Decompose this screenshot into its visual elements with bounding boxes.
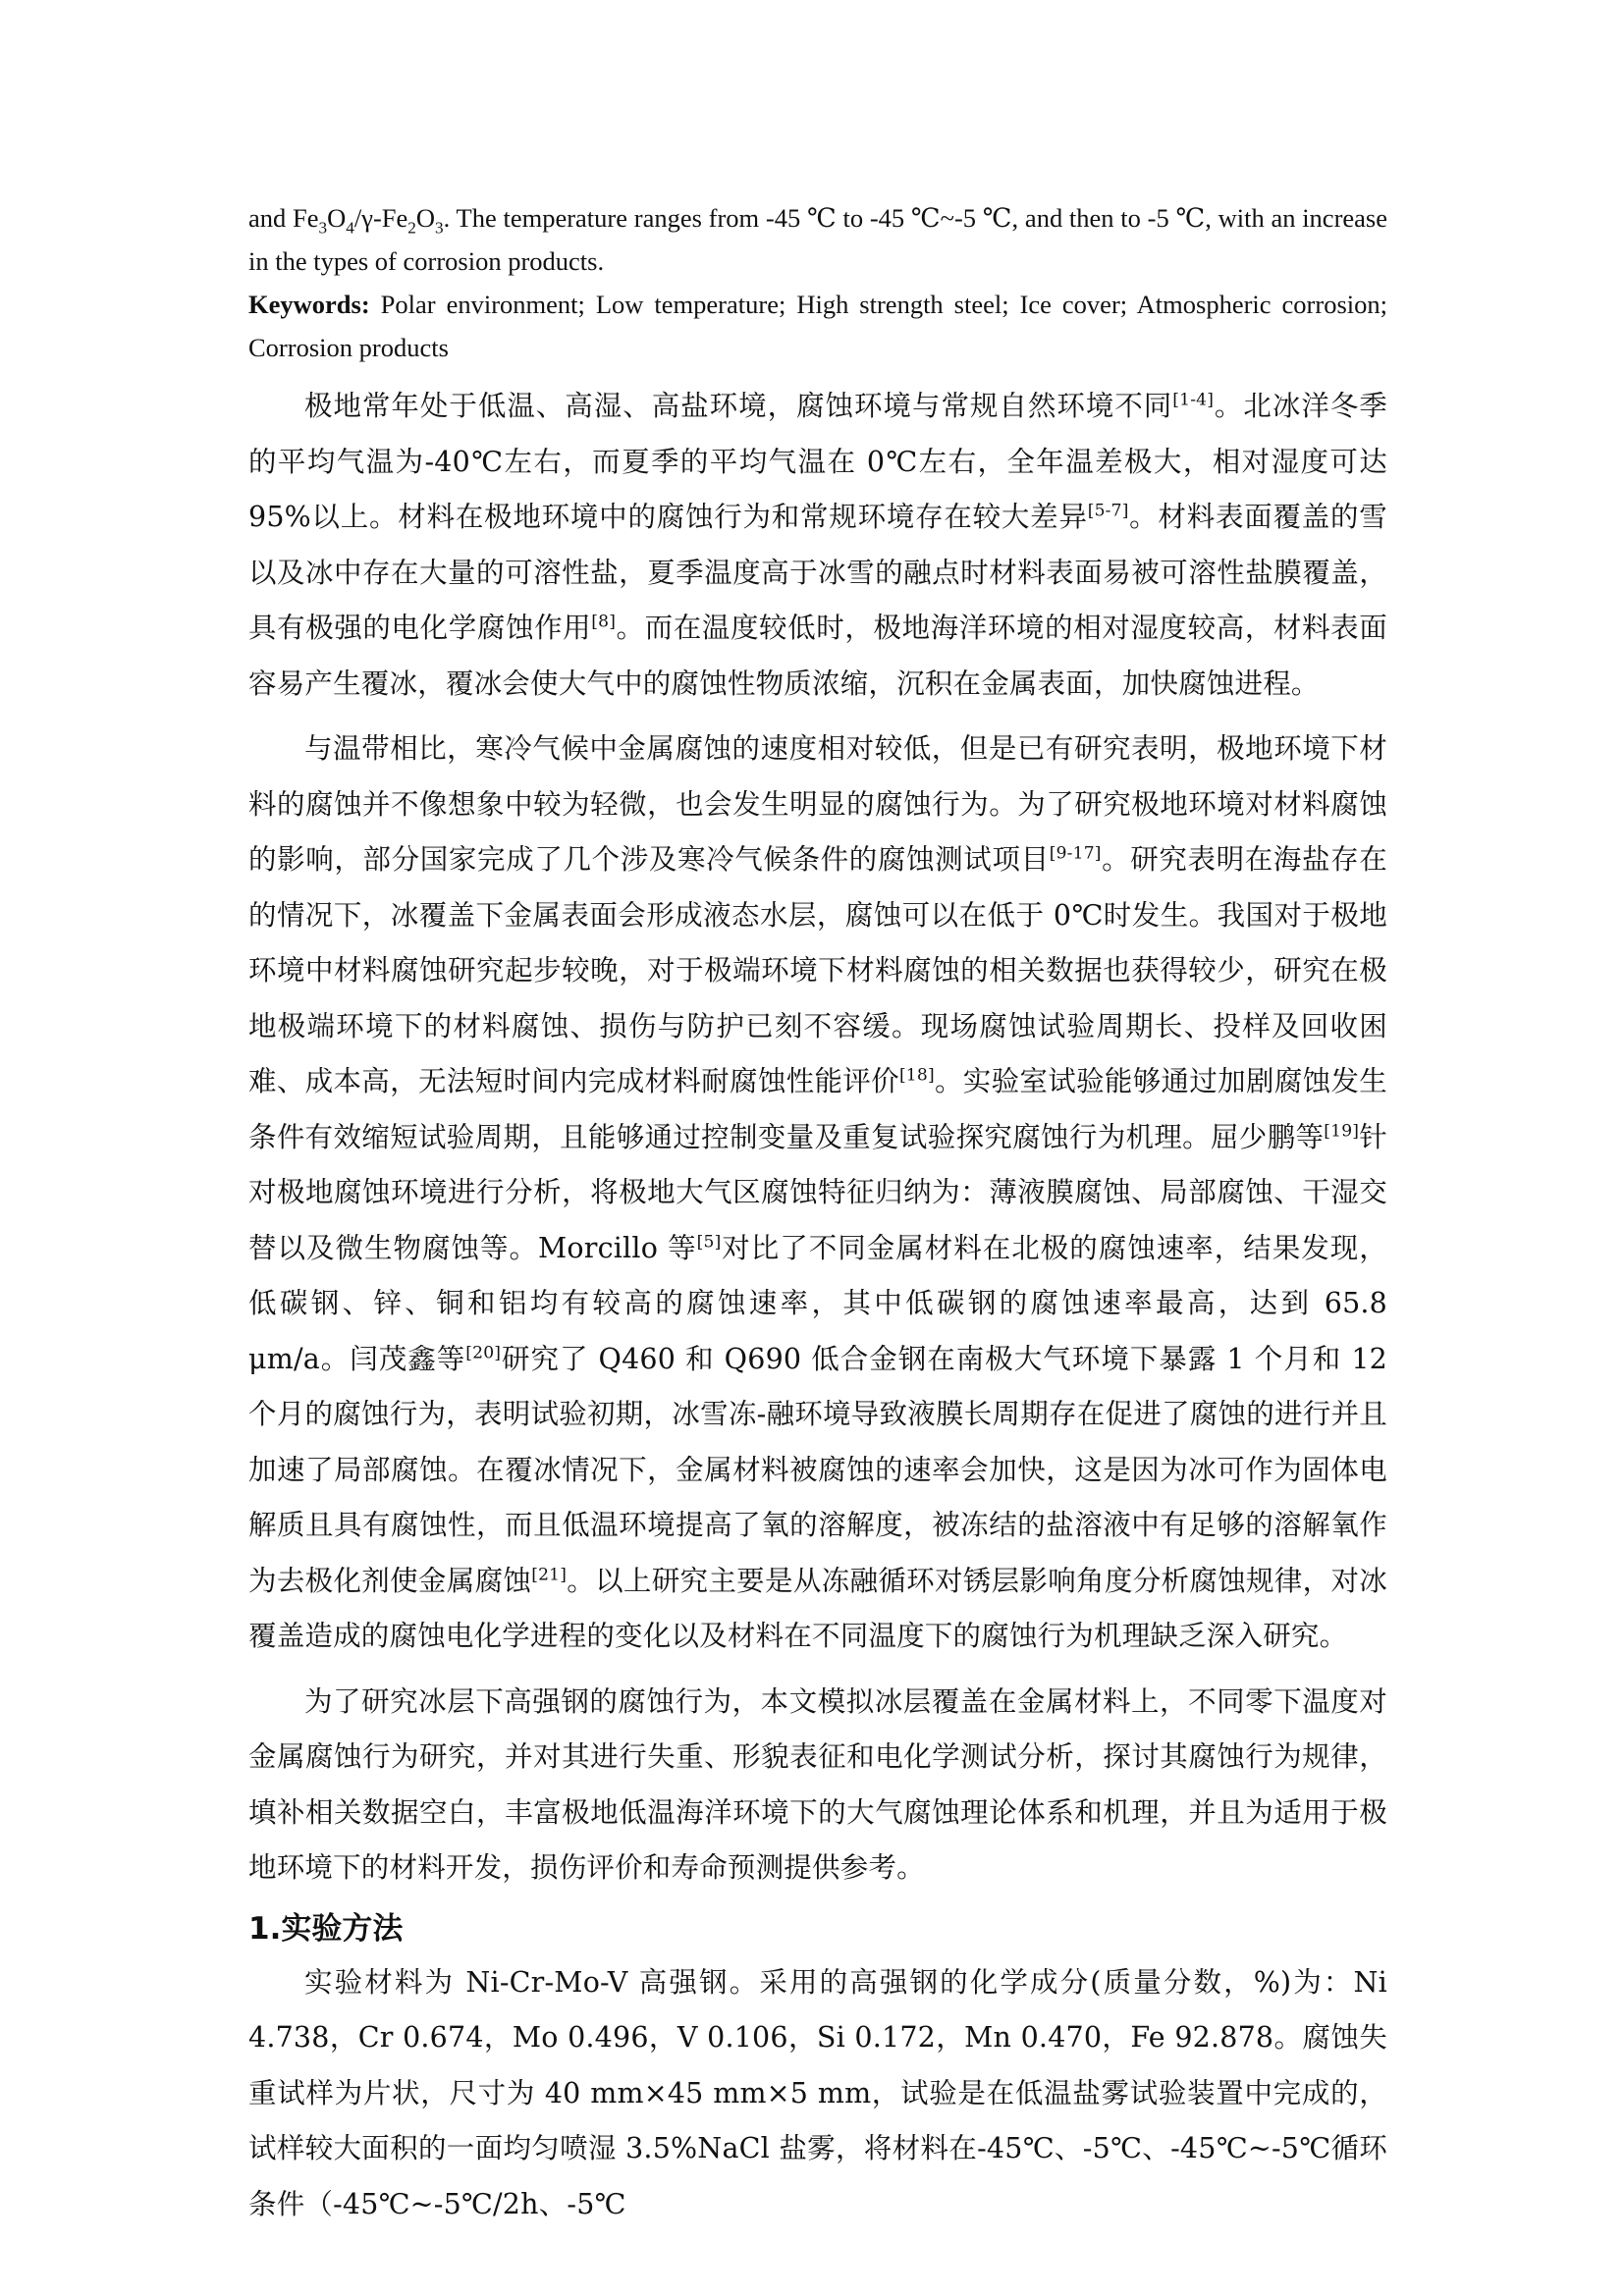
citation: [1-4] xyxy=(1172,390,1215,410)
paper-page xyxy=(248,196,1387,2232)
abstract-text: /γ-Fe xyxy=(353,203,408,233)
paragraph-text: 极地常年处于低温、高湿、高盐环境，腐蚀环境与常规自然环境不同 xyxy=(304,390,1173,422)
body-paragraph-2 xyxy=(248,721,1387,1665)
paragraph-text: 。以上研究主要是从冻融循环对锈层影响角度分析腐蚀规律，对冰覆盖造成的腐蚀电化学进程的变化以及材料在不同温度下的腐蚀行为机理缺乏深入研究。 xyxy=(248,1564,1387,1652)
paragraph-text: 研究了 Q460 和 Q690 低合金钢在南极大气环境下暴露 1 个月和 12 个月的腐蚀行为，表明试验初期，冰雪冻-融环境导致液膜长周期存在促进了腐蚀的进行并且加速了局部腐蚀。在覆冰情况下，金属材料被腐蚀的速率会加快，这是因为冰可作为固体电解质且具有腐蚀性，而且低温环境提高了氧的溶解度，被冻结的盐溶液中有足够的溶解氧作为去极化剂使金属腐蚀 xyxy=(248,1342,1387,1597)
subscript: 3 xyxy=(318,218,328,238)
keywords-label: Keywords: xyxy=(248,290,370,319)
body-paragraph-1 xyxy=(248,379,1387,712)
subscript: 3 xyxy=(435,218,444,238)
paragraph-text: 。而在温度较低时，极地海洋环境的相对湿度较高，材料表面容易产生覆冰，覆冰会使大气中的腐蚀性物质浓缩，沉积在金属表面，加快腐蚀进程。 xyxy=(248,612,1387,700)
abstract-text: O xyxy=(415,203,436,233)
section-heading-methods: 1.实验方法 xyxy=(248,1910,404,1947)
keywords xyxy=(248,283,1387,369)
paragraph-text: 。实验室试验能够通过加剧腐蚀发生条件有效缩短试验周期，且能够通过控制变量及重复试验探究腐蚀行为机理。屈少鹏等 xyxy=(248,1065,1387,1153)
citation: [21] xyxy=(531,1565,568,1584)
abstract-tail xyxy=(248,196,1387,283)
citation: [19] xyxy=(1324,1121,1360,1141)
citation: [8] xyxy=(591,612,617,632)
paragraph-text: 针对极地腐蚀环境进行分析，将极地大气区腐蚀特征归纳为：薄液膜腐蚀、局部腐蚀、干湿交替以及微生物腐蚀等。Morcillo 等 xyxy=(248,1120,1387,1264)
subscript: 2 xyxy=(407,218,416,238)
abstract-text: O xyxy=(327,203,347,233)
citation: [5-7] xyxy=(1087,501,1129,521)
paragraph-text: 。研究表明在海盐存在的情况下，冰覆盖下金属表面会形成液态水层，腐蚀可以在低于 0℃时发生。我国对于极地环境中材料腐蚀研究起步较晚，对于极端环境下材料腐蚀的相关数据也获得较少，研究在极地极端环境下的材料腐蚀、损伤与防护已刻不容缓。现场腐蚀试验周期长、投样及回收困难、成本高，无法短时间内完成材料耐腐蚀性能评价 xyxy=(248,843,1387,1097)
paragraph-text: 。北冰洋冬季的平均气温为-40℃左右，而夏季的平均气温在 0℃左右，全年温差极大，相对湿度可达 95%以上。材料在极地环境中的腐蚀行为和常规环境存在较大差异 xyxy=(248,390,1387,533)
paragraph-text: 与温带相比，寒冷气候中金属腐蚀的速度相对较低，但是已有研究表明，极地环境下材料的腐蚀并不像想象中较为轻微，也会发生明显的腐蚀行为。为了研究极地环境对材料腐蚀的影响，部分国家完成了几个涉及寒冷气候条件的腐蚀测试项目 xyxy=(248,732,1387,876)
subscript: 4 xyxy=(346,218,354,238)
body-paragraph-3: 为了研究冰层下高强钢的腐蚀行为，本文模拟冰层覆盖在金属材料上，不同零下温度对金属腐蚀行为研究，并对其进行失重、形貌表征和电化学测试分析，探讨其腐蚀行为规律，填补相关数据空白，丰富极地低温海洋环境下的大气腐蚀理论体系和机理，并且为适用于极地环境下的材料开发，损伤评价和寿命预测提供参考。 xyxy=(248,1684,1387,1884)
citation: [18] xyxy=(898,1065,935,1086)
body-paragraph-4: 实验材料为 Ni-Cr-Mo-V 高强钢。采用的高强钢的化学成分(质量分数，%)为：Ni 4.738，Cr 0.674，Mo 0.496，V 0.106，Si 0.172，Mn 0.470，Fe 92.878。腐蚀失重试样为片状，尺寸为 40 mm×45 mm×5 mm，试验是在低温盐雾试验装置中完成的，试样较大面积的一面均匀喷湿 3.5%NaCl 盐雾，将材料在-45℃、-5℃、-45℃~-5℃循环条件（-45℃~-5℃/2h、-5℃ xyxy=(248,1965,1387,2220)
keywords-text: Polar environment; Low temperature; High strength steel; Ice cover; Atmospheric corrosion; Corrosion products xyxy=(248,290,1387,362)
abstract-text: . The temperature ranges from -45 ℃ to -45 ℃~-5 ℃, and then to -5 ℃, with an increase in the types of corrosion products. xyxy=(248,203,1387,276)
citation: [20] xyxy=(465,1343,502,1362)
citation: [9-17] xyxy=(1049,843,1102,864)
paragraph-text: 。材料表面覆盖的雪以及冰中存在大量的可溶性盐，夏季温度高于冰雪的融点时材料表面易被可溶性盐膜覆盖，具有极强的电化学腐蚀作用 xyxy=(248,501,1387,644)
paragraph-text: 对比了不同金属材料在北极的腐蚀速率，结果发现，低碳钢、锌、铜和铝均有较高的腐蚀速率，其中低碳钢的腐蚀速率最高，达到 65.8 μm/a。闫茂鑫等 xyxy=(248,1231,1387,1375)
citation: [5] xyxy=(696,1232,722,1252)
abstract-text: and Fe xyxy=(248,203,319,233)
